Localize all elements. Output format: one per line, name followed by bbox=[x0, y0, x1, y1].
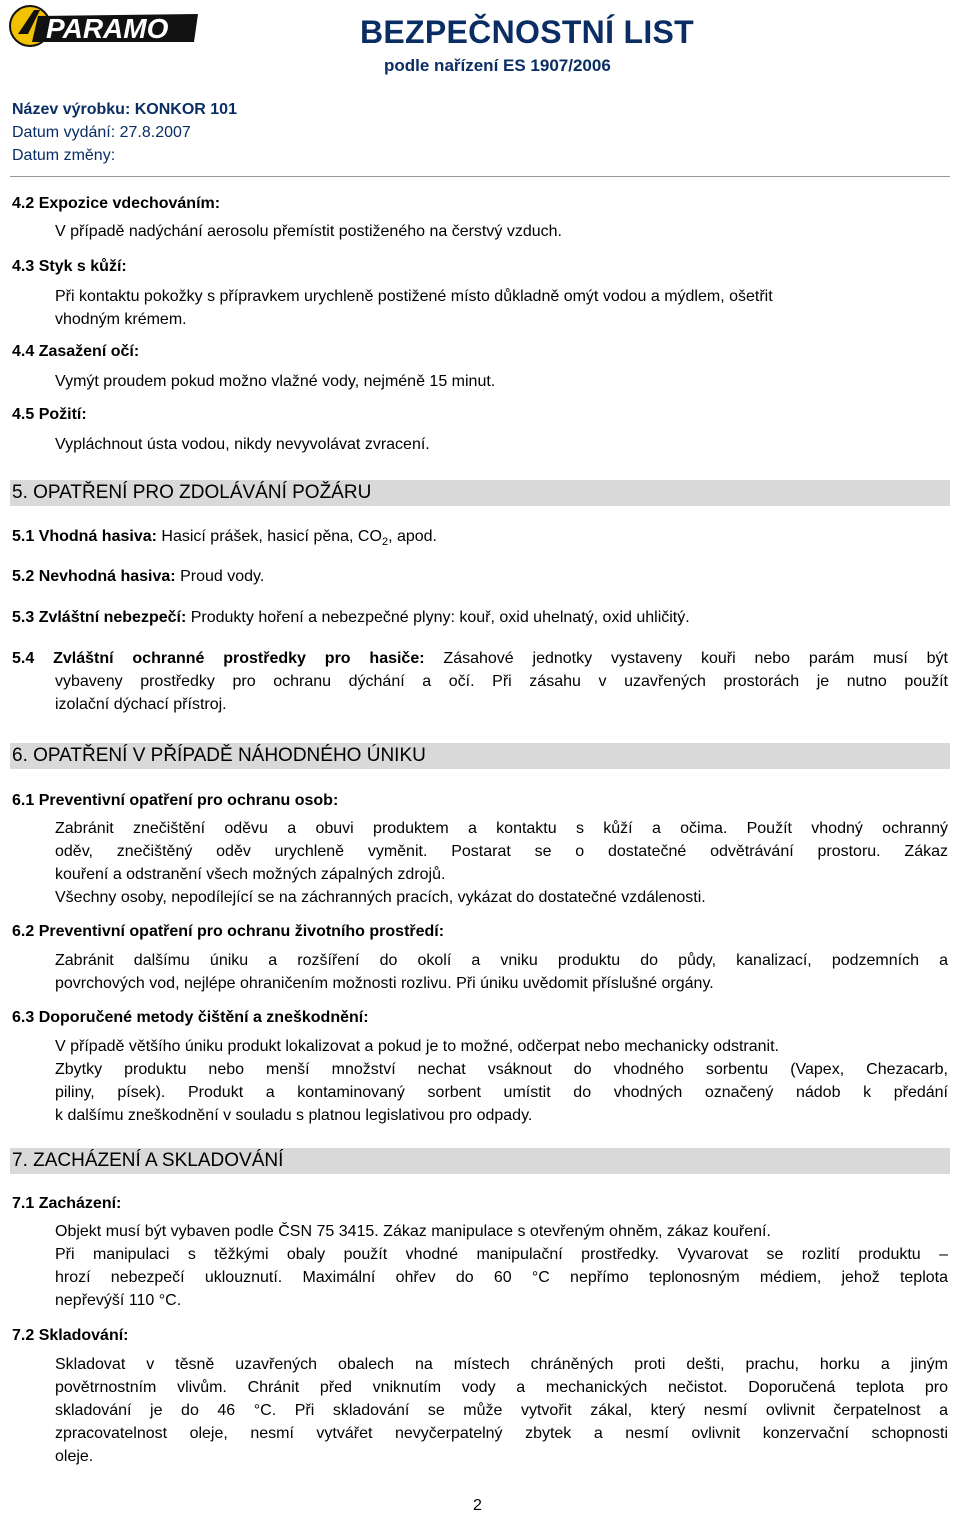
heading-6-1: 6.1 Preventivní opatření pro ochranu osob: bbox=[12, 792, 339, 809]
section-7-heading: 7. ZACHÁZENÍ A SKLADOVÁNÍ bbox=[12, 1150, 284, 1171]
text-7-2-line3: skladování je do 46 °C. Při skladování se může vytvořit zákal, který nesmí ovlivnit čerpatelnost a bbox=[55, 1402, 948, 1419]
text-6-3-line4: k dalšímu zneškodnění v souladu s platnou legislativou pro odpady. bbox=[55, 1107, 533, 1124]
label-5-4: 5.4 Zvláštní ochranné prostředky pro hasiče: bbox=[12, 650, 425, 667]
text-7-1-line3: hrozí nebezpečí uklouznutí. Maximální ohřev do 60 °C nepřímo teplonosným médiem, jehož teplota bbox=[55, 1269, 948, 1286]
text-6-1-line3: kouření a odstranění všech možných zápalných zdrojů. bbox=[55, 866, 446, 883]
heading-6-2: 6.2 Preventivní opatření pro ochranu životního prostředí: bbox=[12, 923, 445, 940]
text-7-1-line1: Objekt musí být vybaven podle ČSN 75 3415. Zákaz manipulace s otevřeným ohněm, zákaz kouření. bbox=[55, 1223, 771, 1240]
label-5-3: 5.3 Zvláštní nebezpečí: bbox=[12, 609, 187, 626]
header-divider bbox=[10, 176, 950, 177]
text-7-2-line4: zpracovatelnost oleje, nesmí vytvářet nevyčerpatelný zbytek a nesmí ovlivnit konzervační schopnosti bbox=[55, 1425, 948, 1442]
text-7-2-line2: povětrnostním vlivům. Chránit před vniknutím vody a mechanických nečistot. Doporučená teplota pro bbox=[55, 1379, 948, 1396]
item-5-3 bbox=[12, 606, 690, 629]
text-5-4-line3: izolační dýchací přístroj. bbox=[55, 696, 227, 713]
product-name: Název výrobku: KONKOR 101 bbox=[12, 101, 237, 118]
label-5-2: 5.2 Nevhodná hasiva: bbox=[12, 568, 176, 585]
heading-4-5: 4.5 Požití: bbox=[12, 406, 87, 423]
section-6-banner bbox=[10, 743, 950, 769]
text-4-2: V případě nadýchání aerosolu přemístit postiženého na čerstvý vzduch. bbox=[55, 223, 562, 240]
svg-text:PARAMO: PARAMO bbox=[46, 13, 169, 44]
text-5-3: Produkty hoření a nebezpečné plyny: kouř, oxid uhelnatý, oxid uhličitý. bbox=[190, 609, 690, 626]
text-6-2-line2: povrchových vod, nejlépe ohraničením možnosti rozlivu. Při úniku uvědomit příslušné orgány. bbox=[55, 975, 714, 992]
text-6-3-line2: Zbytky produktu nebo menší množství nechat vsáknout do vhodného sorbentu (Vapex, Chezacarb, bbox=[55, 1061, 948, 1078]
text-6-3-line1: V případě většího úniku produkt lokalizovat a pokud je to možné, odčerpat nebo mechanicky odstranit. bbox=[55, 1038, 779, 1055]
heading-4-2: 4.2 Expozice vdechováním: bbox=[12, 195, 221, 212]
text-5-4-line1: Zásahové jednotky vystaveny kouři nebo parám musí být bbox=[443, 650, 948, 667]
label-5-1: 5.1 Vhodná hasiva: bbox=[12, 528, 157, 545]
item-5-1 bbox=[12, 525, 437, 548]
page-number: 2 bbox=[473, 1497, 482, 1514]
item-5-4-line1 bbox=[12, 647, 948, 670]
document-title: BEZPEČNOSTNÍ LIST bbox=[360, 14, 695, 50]
text-5-1-tail: , apod. bbox=[388, 528, 437, 545]
heading-7-2: 7.2 Skladování: bbox=[12, 1327, 129, 1344]
text-6-1-line4: Všechny osoby, nepodílející se na záchranných pracích, vykázat do dostatečné vzdálenosti. bbox=[55, 889, 706, 906]
text-7-1-line4: nepřevýší 110 °C. bbox=[55, 1292, 182, 1309]
text-6-1-line1: Zabránit znečištění oděvu a obuvi produktem a kontaktu s kůží a očima. Použít vhodný ochranný bbox=[55, 820, 948, 837]
text-5-4-line2: vybaveny prostředky pro ochranu dýchání a očí. Při zásahu v uzavřených prostorách je nutno použít bbox=[55, 673, 948, 690]
change-date: Datum změny: bbox=[12, 147, 116, 164]
section-7-banner bbox=[10, 1148, 950, 1174]
text-4-5: Vypláchnout ústa vodou, nikdy nevyvolávat zvracení. bbox=[55, 436, 430, 453]
heading-4-3: 4.3 Styk s kůží: bbox=[12, 258, 127, 275]
heading-6-3: 6.3 Doporučené metody čištění a zneškodnění: bbox=[12, 1009, 369, 1026]
issue-date: Datum vydání: 27.8.2007 bbox=[12, 124, 191, 141]
heading-4-4: 4.4 Zasažení očí: bbox=[12, 343, 140, 360]
text-7-1-line2: Při manipulaci s těžkými obaly použít vhodné manipulační prostředky. Vyvarovat se rozlití produktu – bbox=[55, 1246, 948, 1263]
section-5-banner bbox=[10, 480, 950, 506]
text-7-2-line1: Skladovat v těsně uzavřených obalech na místech chráněných proti dešti, prachu, horku a jiným bbox=[55, 1356, 948, 1373]
document-subtitle: podle nařízení ES 1907/2006 bbox=[384, 56, 611, 75]
text-6-3-line3: piliny, písek). Produkt a kontaminovaný sorbent umístit do vhodných označený nádob k předání bbox=[55, 1084, 948, 1101]
section-5-heading: 5. OPATŘENÍ PRO ZDOLÁVÁNÍ POŽÁRU bbox=[12, 482, 372, 503]
text-6-1-line2: oděv, znečištěný oděv urychleně vyměnit. Postarat se o dostatečné odvětrávání prostoru. Zákaz bbox=[55, 843, 948, 860]
co2-subscript: 2 bbox=[381, 536, 389, 548]
text-7-2-line5: oleje. bbox=[55, 1448, 94, 1465]
section-6-heading: 6. OPATŘENÍ V PŘÍPADĚ NÁHODNÉHO ÚNIKU bbox=[12, 745, 426, 766]
item-5-2 bbox=[12, 565, 264, 588]
heading-7-1: 7.1 Zacházení: bbox=[12, 1195, 122, 1212]
paramo-logo bbox=[8, 2, 204, 50]
text-5-1: Hasicí prášek, hasicí pěna, CO bbox=[161, 528, 382, 545]
text-5-2: Proud vody. bbox=[180, 568, 265, 585]
text-6-2-line1: Zabránit dalšímu úniku a rozšíření do okolí a vniku produktu do půdy, kanalizací, podzemních a bbox=[55, 952, 948, 969]
text-4-3-line1: Při kontaktu pokožky s přípravkem urychleně postižené místo důkladně omýt vodou a mýdlem, ošetřit bbox=[55, 288, 773, 305]
text-4-4: Vymýt proudem pokud možno vlažné vody, nejméně 15 minut. bbox=[55, 373, 496, 390]
text-4-3-line2: vhodným krémem. bbox=[55, 311, 187, 328]
